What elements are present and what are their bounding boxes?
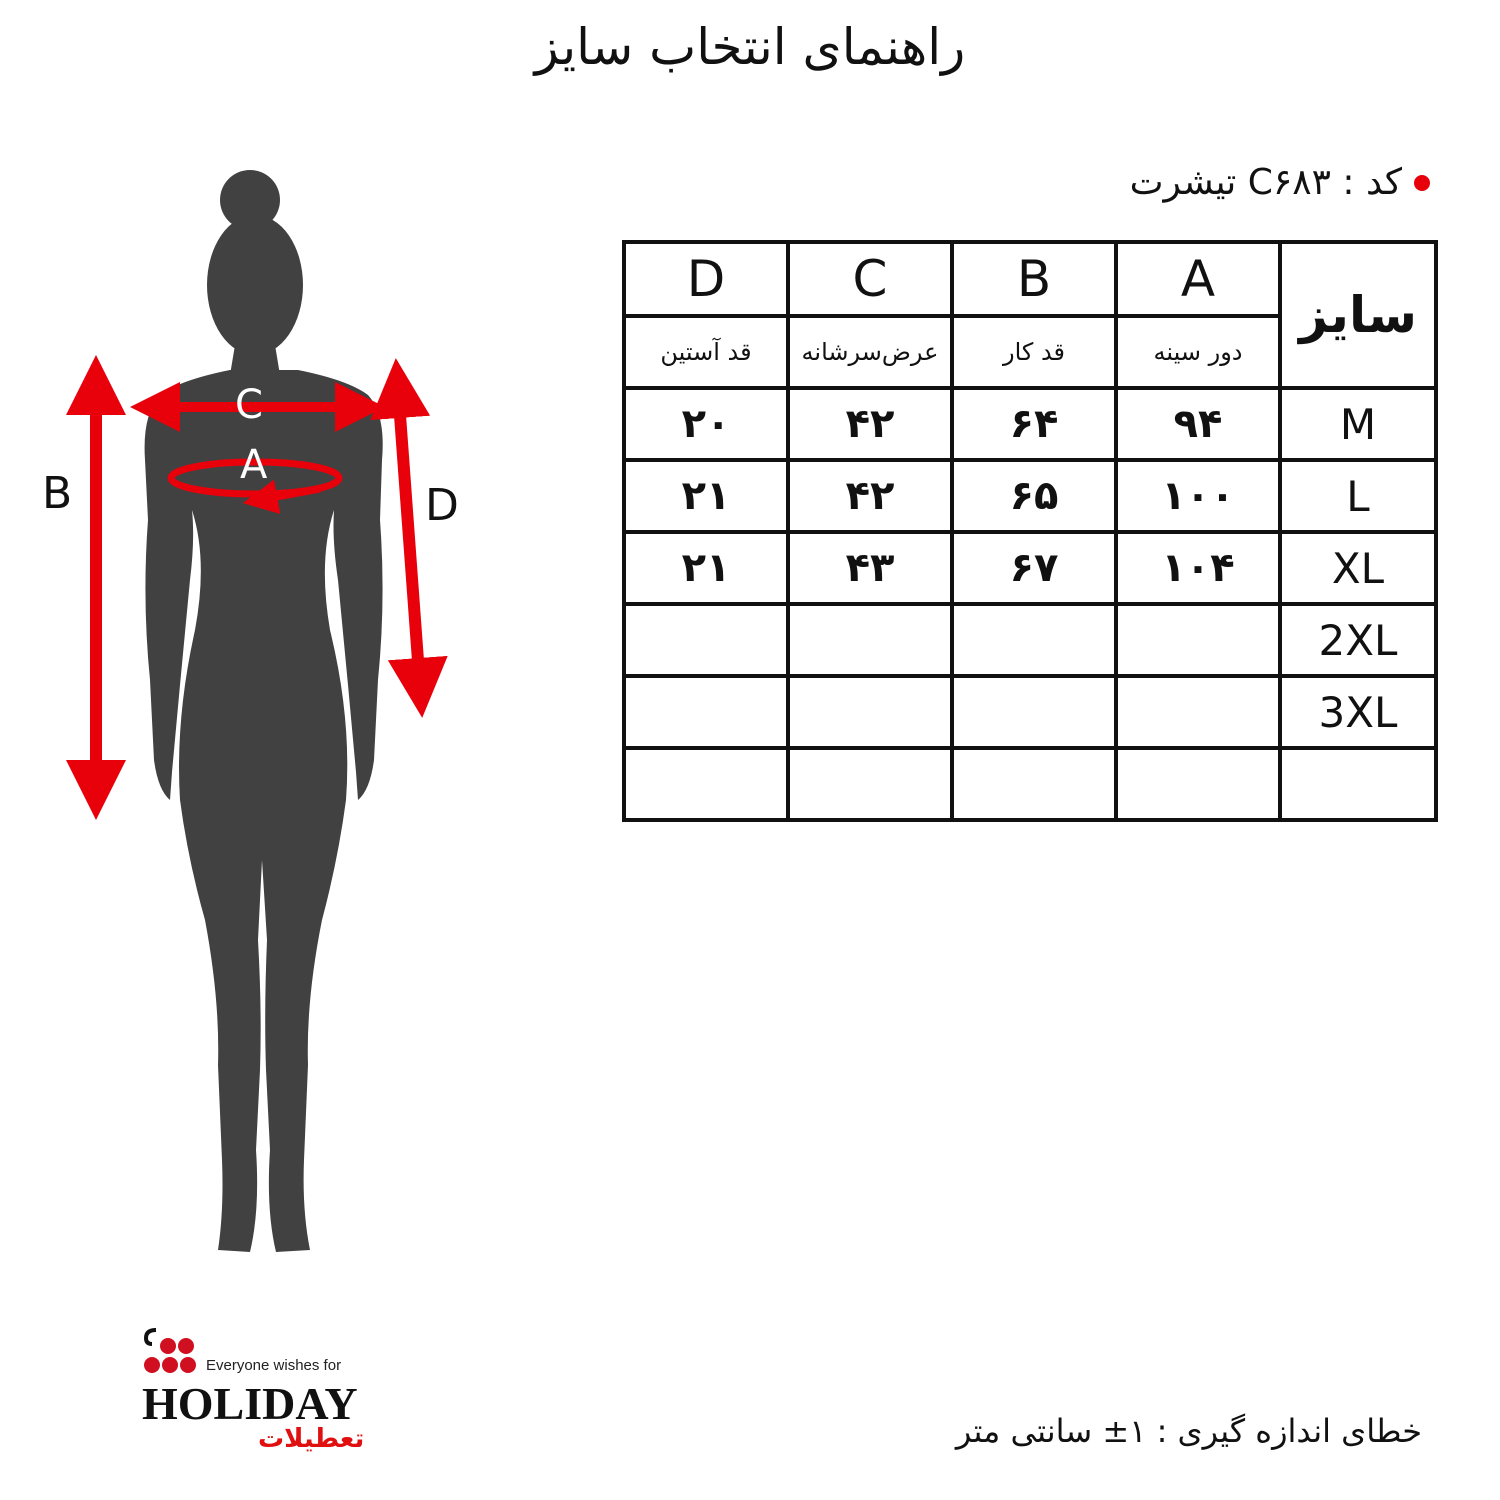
cell-d: ۲۱ <box>624 532 788 604</box>
column-letter-a: A <box>1116 242 1280 316</box>
column-letter-d: D <box>624 242 788 316</box>
cell-d <box>624 604 788 676</box>
table-row <box>624 748 1436 820</box>
cell-c: ۴۲ <box>788 460 952 532</box>
size-cell: L <box>1280 460 1436 532</box>
size-cell: 3XL <box>1280 676 1436 748</box>
page-title: راهنمای انتخاب سایز <box>534 18 966 76</box>
figure-label-a: A <box>240 442 268 488</box>
table-letter-row <box>624 242 1436 316</box>
figure-label-c: C <box>235 382 263 428</box>
cell-c <box>788 748 952 820</box>
logo-brand-fa: تعطیلات <box>258 1424 365 1454</box>
body-measurement-figure <box>30 160 500 1260</box>
table-row <box>624 388 1436 460</box>
product-code-text: کد : C۶۸۳ تیشرت <box>1129 162 1402 203</box>
column-label-c: عرض‌سرشانه <box>788 316 952 388</box>
figure-label-d: D <box>425 480 459 531</box>
cell-b: ۶۷ <box>952 532 1116 604</box>
column-label-a: دور سینه <box>1116 316 1280 388</box>
cell-d <box>624 748 788 820</box>
cell-d: ۲۰ <box>624 388 788 460</box>
size-table <box>622 240 1438 822</box>
figure-label-b: B <box>42 468 73 519</box>
cell-a <box>1116 676 1280 748</box>
table-row <box>624 532 1436 604</box>
cell-a: ۱۰۴ <box>1116 532 1280 604</box>
cell-c <box>788 676 952 748</box>
table-row <box>624 604 1436 676</box>
cell-b <box>952 676 1116 748</box>
logo-tagline: Everyone wishes for <box>206 1357 342 1374</box>
logo-dots-icon <box>142 1324 212 1374</box>
cell-b: ۶۵ <box>952 460 1116 532</box>
size-cell: 2XL <box>1280 604 1436 676</box>
product-code <box>1130 162 1430 203</box>
silhouette-diagram <box>30 160 500 1260</box>
cell-d: ۲۱ <box>624 460 788 532</box>
size-cell: M <box>1280 388 1436 460</box>
cell-b <box>952 604 1116 676</box>
measurement-error-note: خطای اندازه گیری : ۱± سانتی متر <box>955 1412 1422 1450</box>
d-measure-arrow <box>398 388 420 688</box>
holiday-logo <box>140 1322 380 1462</box>
table-row <box>624 676 1436 748</box>
bullet-icon <box>1414 175 1430 191</box>
column-label-d: قد آستین <box>624 316 788 388</box>
size-cell <box>1280 748 1436 820</box>
size-header: سایز <box>1280 242 1436 388</box>
cell-b: ۶۴ <box>952 388 1116 460</box>
cell-a <box>1116 748 1280 820</box>
table-row <box>624 460 1436 532</box>
cell-a: ۱۰۰ <box>1116 460 1280 532</box>
cell-a: ۹۴ <box>1116 388 1280 460</box>
cell-c: ۴۲ <box>788 388 952 460</box>
cell-d <box>624 676 788 748</box>
column-letter-b: B <box>952 242 1116 316</box>
column-label-b: قد کار <box>952 316 1116 388</box>
cell-c <box>788 604 952 676</box>
column-letter-c: C <box>788 242 952 316</box>
logo-brand: HOLIDAY <box>142 1378 358 1429</box>
cell-a <box>1116 604 1280 676</box>
size-cell: XL <box>1280 532 1436 604</box>
woman-silhouette-icon <box>145 170 383 1252</box>
cell-b <box>952 748 1116 820</box>
cell-c: ۴۳ <box>788 532 952 604</box>
